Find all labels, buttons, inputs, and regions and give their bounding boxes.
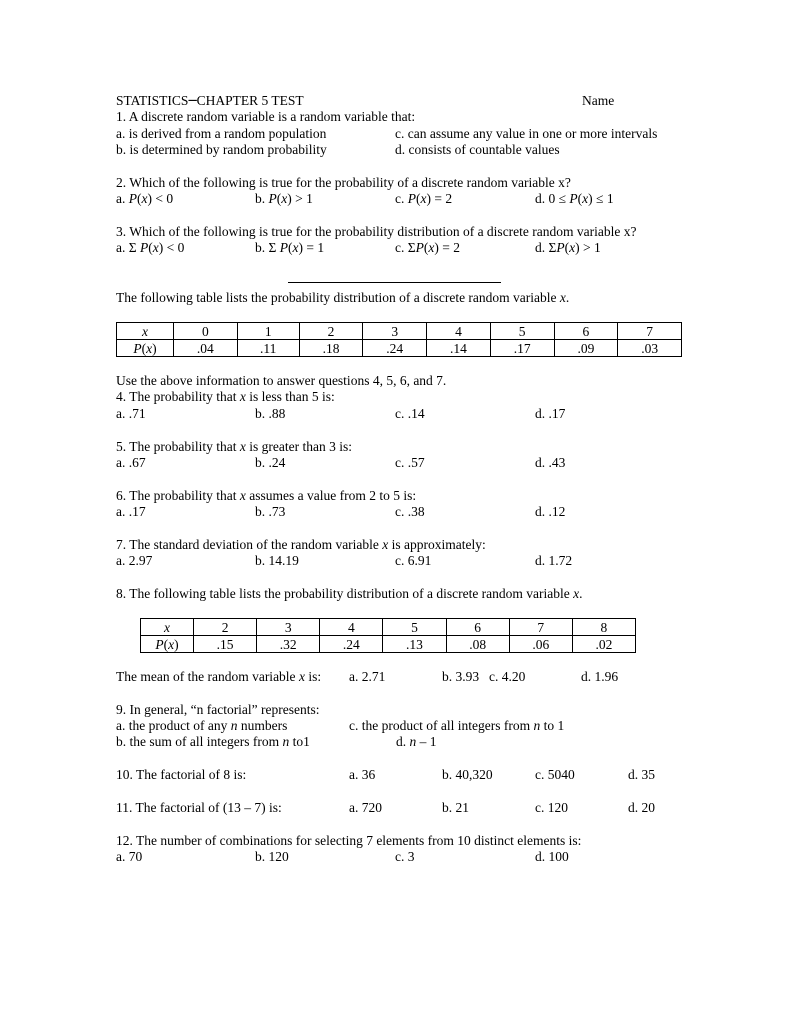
q3-option-b: b. Σ P(x) = 1 bbox=[255, 240, 325, 255]
table-cell: 4 bbox=[427, 323, 491, 340]
name-label: Name bbox=[582, 93, 615, 108]
q3-stem: 3. Which of the following is true for the probability distribution of a discrete random variable x? bbox=[116, 224, 637, 239]
table-cell: 4 bbox=[320, 619, 383, 636]
table2-p-header: P(x) bbox=[141, 636, 194, 653]
q5-stem: 5. The probability that x is greater than 3 is: bbox=[116, 439, 352, 454]
q11-option-c: c. 120 bbox=[535, 800, 568, 815]
table1-x-row bbox=[117, 323, 682, 340]
q3-option-c: c. ΣP(x) = 2 bbox=[395, 240, 460, 255]
q2-option-a: a. P(x) < 0 bbox=[116, 191, 174, 206]
table-cell: .24 bbox=[320, 636, 383, 653]
q8-stem: 8. The following table lists the probability distribution of a discrete random variable x. bbox=[116, 586, 583, 601]
q1-option-b: b. is determined by random probability bbox=[116, 142, 327, 157]
table-cell: 7 bbox=[618, 323, 682, 340]
q7-option-c: c. 6.91 bbox=[395, 553, 432, 568]
q2-option-b: b. P(x) > 1 bbox=[255, 191, 313, 206]
q10-option-a: a. 36 bbox=[349, 767, 376, 782]
q7-option-d: d. 1.72 bbox=[535, 553, 573, 568]
q9-option-c: c. the product of all integers from n to 1 bbox=[349, 718, 565, 733]
table-cell: 3 bbox=[363, 323, 427, 340]
q1-option-d: d. consists of countable values bbox=[395, 142, 560, 157]
table-cell: .08 bbox=[446, 636, 509, 653]
q1-option-c: c. can assume any value in one or more intervals bbox=[395, 126, 658, 141]
table-cell: .09 bbox=[554, 340, 618, 357]
q8-option-a: a. 2.71 bbox=[349, 669, 386, 684]
table-cell: .17 bbox=[490, 340, 554, 357]
table-cell: 0 bbox=[174, 323, 238, 340]
probability-table-2 bbox=[140, 618, 636, 653]
q8-option-b: b. 3.93 bbox=[442, 669, 480, 684]
table-cell: 7 bbox=[509, 619, 572, 636]
table1-x-header: x bbox=[117, 323, 174, 340]
q4-option-a: a. .71 bbox=[116, 406, 146, 421]
q10-stem: 10. The factorial of 8 is: bbox=[116, 767, 247, 782]
separator-line bbox=[288, 282, 501, 283]
table-cell: 1 bbox=[237, 323, 299, 340]
title-text: STATISTICS bbox=[116, 93, 189, 108]
table-cell: .02 bbox=[572, 636, 635, 653]
subtitle-text: CHAPTER 5 TEST bbox=[196, 93, 304, 108]
table-cell: 8 bbox=[572, 619, 635, 636]
use-info-text: Use the above information to answer questions 4, 5, 6, and 7. bbox=[116, 373, 447, 388]
table-cell: .06 bbox=[509, 636, 572, 653]
q12-option-a: a. 70 bbox=[116, 849, 143, 864]
q11-option-a: a. 720 bbox=[349, 800, 382, 815]
q10-option-c: c. 5040 bbox=[535, 767, 575, 782]
q1-stem: 1. A discrete random variable is a random variable that: bbox=[116, 109, 416, 124]
q11-option-d: d. 20 bbox=[628, 800, 655, 815]
q2-stem: 2. Which of the following is true for the probability of a discrete random variable x? bbox=[116, 175, 571, 190]
q6-stem: 6. The probability that x assumes a value from 2 to 5 is: bbox=[116, 488, 417, 503]
table-cell: 5 bbox=[383, 619, 446, 636]
table-cell: 5 bbox=[490, 323, 554, 340]
q7-stem: 7. The standard deviation of the random variable x is approximately: bbox=[116, 537, 486, 552]
table2-x-row bbox=[141, 619, 636, 636]
q11-stem: 11. The factorial of (13 – 7) is: bbox=[116, 800, 282, 815]
q10-option-b: b. 40,320 bbox=[442, 767, 493, 782]
q9-stem: 9. In general, “n factorial” represents: bbox=[116, 702, 320, 717]
q6-option-c: c. .38 bbox=[395, 504, 425, 519]
table-cell: .14 bbox=[427, 340, 491, 357]
test-title bbox=[116, 93, 304, 109]
title-dash: ─ bbox=[188, 93, 197, 109]
q8-option-d: d. 1.96 bbox=[581, 669, 619, 684]
table-cell: .03 bbox=[618, 340, 682, 357]
q2-option-d: d. 0 ≤ P(x) ≤ 1 bbox=[535, 191, 614, 206]
q9-option-b: b. the sum of all integers from n to1 bbox=[116, 734, 310, 749]
q6-option-d: d. .12 bbox=[535, 504, 566, 519]
probability-table-1 bbox=[116, 322, 682, 357]
q4-option-c: c. .14 bbox=[395, 406, 425, 421]
q5-option-a: a. .67 bbox=[116, 455, 146, 470]
q1-option-a: a. is derived from a random population bbox=[116, 126, 327, 141]
q5-option-b: b. .24 bbox=[255, 455, 286, 470]
q4-stem: 4. The probability that x is less than 5 is: bbox=[116, 389, 335, 404]
table-cell: .04 bbox=[174, 340, 238, 357]
q5-option-d: d. .43 bbox=[535, 455, 566, 470]
q3-option-d: d. ΣP(x) > 1 bbox=[535, 240, 601, 255]
q12-option-b: b. 120 bbox=[255, 849, 289, 864]
table-cell: 3 bbox=[257, 619, 320, 636]
table-cell: .32 bbox=[257, 636, 320, 653]
table-cell: 2 bbox=[194, 619, 257, 636]
q6-option-b: b. .73 bbox=[255, 504, 286, 519]
q6-option-a: a. .17 bbox=[116, 504, 146, 519]
table-cell: .15 bbox=[194, 636, 257, 653]
q9-option-d: d. n – 1 bbox=[396, 734, 437, 749]
table1-intro: The following table lists the probability distribution of a discrete random variable x. bbox=[116, 290, 570, 305]
q12-option-c: c. 3 bbox=[395, 849, 415, 864]
q7-option-b: b. 14.19 bbox=[255, 553, 299, 568]
q4-option-d: d. .17 bbox=[535, 406, 566, 421]
table-cell: .11 bbox=[237, 340, 299, 357]
table-cell: 2 bbox=[299, 323, 363, 340]
table-cell: .18 bbox=[299, 340, 363, 357]
table2-p-row bbox=[141, 636, 636, 653]
q10-option-d: d. 35 bbox=[628, 767, 655, 782]
table-cell: .24 bbox=[363, 340, 427, 357]
q12-stem: 12. The number of combinations for selecting 7 elements from 10 distinct elements is: bbox=[116, 833, 582, 848]
q3-option-a: a. Σ P(x) < 0 bbox=[116, 240, 185, 255]
q5-option-c: c. .57 bbox=[395, 455, 425, 470]
table-cell: 6 bbox=[446, 619, 509, 636]
table2-x-header: x bbox=[141, 619, 194, 636]
q11-option-b: b. 21 bbox=[442, 800, 469, 815]
table-cell: 6 bbox=[554, 323, 618, 340]
table1-p-header: P(x) bbox=[117, 340, 174, 357]
q7-option-a: a. 2.97 bbox=[116, 553, 153, 568]
q4-option-b: b. .88 bbox=[255, 406, 286, 421]
q9-option-a: a. the product of any n numbers bbox=[116, 718, 288, 733]
q12-option-d: d. 100 bbox=[535, 849, 569, 864]
q8-mean-stem: The mean of the random variable x is: bbox=[116, 669, 322, 684]
q2-option-c: c. P(x) = 2 bbox=[395, 191, 453, 206]
table-cell: .13 bbox=[383, 636, 446, 653]
q8-option-c: c. 4.20 bbox=[489, 669, 526, 684]
table1-p-row bbox=[117, 340, 682, 357]
